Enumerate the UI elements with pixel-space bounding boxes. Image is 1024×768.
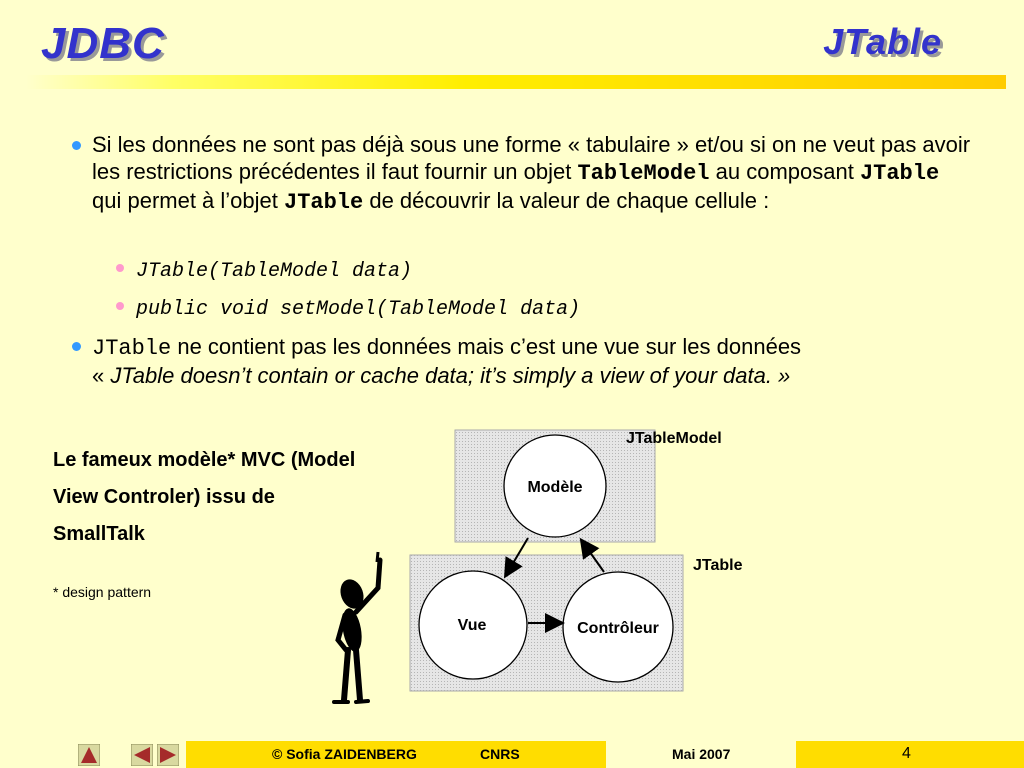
slide-title: JTable bbox=[823, 21, 942, 62]
model-label: Modèle bbox=[527, 479, 583, 496]
text-segment: ne contient pas les données mais c’est une vue sur les données bbox=[171, 334, 802, 359]
triangle-right-icon[interactable] bbox=[157, 744, 179, 766]
page-number: 4 bbox=[902, 745, 911, 762]
code-tablemodel: TableModel bbox=[577, 161, 710, 186]
caption-line: View Controler) issu de bbox=[53, 486, 275, 508]
code-jtable: JTable bbox=[284, 190, 364, 215]
stick-figure-clipart bbox=[334, 552, 380, 702]
code-text: JTable(TableModel data) bbox=[136, 260, 413, 283]
text-segment: de découvrir la valeur de chaque cellule : bbox=[363, 188, 770, 213]
slide-section-title: JDBC bbox=[41, 19, 165, 68]
text-segment: qui permet à l’objet bbox=[92, 188, 284, 213]
footer-date: Mai 2007 bbox=[672, 746, 731, 762]
code-jtable: JTable bbox=[92, 336, 172, 361]
text-segment: Si les données ne sont pas déjà sous une forme « tabulaire » et/ou si on ne veut pas avoir les restrictions précédentes il faut fournir un objet bbox=[92, 132, 971, 184]
caption-line: Le fameux modèle* MVC (Model bbox=[53, 449, 356, 471]
text-segment: au composant bbox=[709, 159, 860, 184]
caption-line: SmallTalk bbox=[53, 523, 145, 545]
footnote: * design pattern bbox=[53, 584, 152, 600]
jtable-label: JTable bbox=[693, 557, 743, 574]
footer-copyright: © Sofia ZAIDENBERG bbox=[272, 746, 417, 762]
code-jtable: JTable bbox=[859, 161, 940, 186]
triangle-up-icon[interactable] bbox=[78, 744, 100, 766]
code-text: public void setModel(TableModel data) bbox=[136, 298, 581, 321]
triangle-left-icon[interactable] bbox=[131, 744, 153, 766]
jtablemodel-label: JTableModel bbox=[626, 430, 722, 447]
quote-text: JTable doesn’t contain or cache data; it’s simply a view of your data. » bbox=[110, 363, 791, 388]
footer-organization: CNRS bbox=[480, 746, 520, 762]
view-label: Vue bbox=[457, 617, 487, 634]
controller-label: Contrôleur bbox=[577, 620, 659, 637]
text-segment: « bbox=[92, 363, 111, 388]
